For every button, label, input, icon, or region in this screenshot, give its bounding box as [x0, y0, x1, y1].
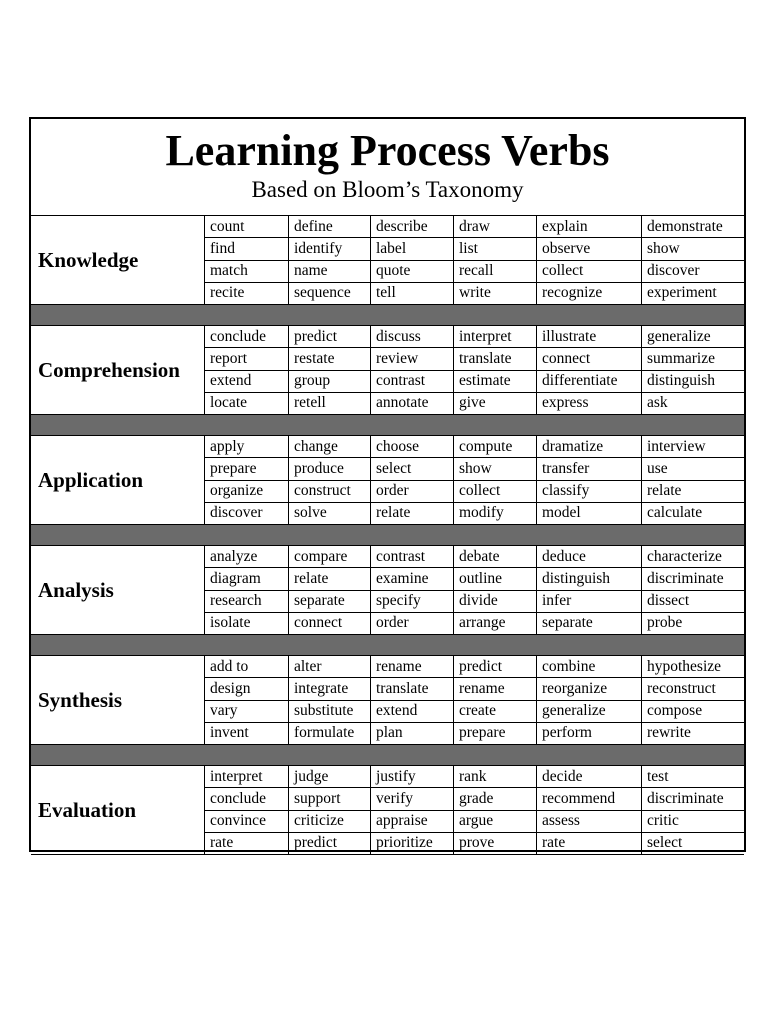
verb-cell: review — [371, 348, 454, 369]
verb-row — [205, 348, 744, 370]
category-separator — [31, 525, 744, 546]
verb-cell: add to — [205, 656, 289, 677]
verb-cell: report — [205, 348, 289, 369]
verb-cell: define — [289, 216, 371, 237]
verb-cell: retell — [289, 393, 371, 414]
verb-cell: conclude — [205, 326, 289, 347]
verb-row — [205, 546, 744, 568]
category-separator — [31, 635, 744, 656]
verb-cell: rewrite — [647, 724, 691, 742]
verb-cell: interview — [647, 437, 706, 455]
verb-cell: find — [205, 238, 289, 259]
verb-row — [205, 283, 744, 304]
verb-cell: summarize — [647, 349, 716, 367]
verb-row — [205, 503, 744, 524]
verb-row — [205, 766, 744, 788]
verb-cell: predict — [454, 656, 537, 677]
verb-cell: arrange — [454, 613, 537, 634]
verb-cell: demonstrate — [647, 217, 723, 235]
verb-row — [205, 238, 744, 260]
verb-row — [205, 678, 744, 700]
verb-cell: examine — [371, 568, 454, 589]
category-evaluation — [31, 766, 744, 855]
verb-cell: select — [371, 458, 454, 479]
sheet-header — [31, 119, 744, 216]
verb-cell: convince — [205, 811, 289, 832]
verb-cell: solve — [289, 503, 371, 524]
verb-cell: discover — [205, 503, 289, 524]
verb-cell: diagram — [205, 568, 289, 589]
category-comprehension — [31, 326, 744, 415]
verb-cell: select — [647, 834, 683, 852]
verb-cell: model — [537, 503, 642, 524]
verb-cell: order — [371, 481, 454, 502]
verb-cell: locate — [205, 393, 289, 414]
verb-cell: rename — [371, 656, 454, 677]
verb-cell: perform — [537, 723, 642, 744]
verb-cell: change — [289, 436, 371, 457]
verb-cell: formulate — [289, 723, 371, 744]
verb-cell: extend — [205, 371, 289, 392]
verb-cell: explain — [537, 216, 642, 237]
verb-cell: name — [289, 261, 371, 282]
verb-cell: reconstruct — [647, 679, 716, 697]
verb-cell: classify — [537, 481, 642, 502]
category-separator — [31, 745, 744, 766]
category-label: Analysis — [31, 546, 205, 634]
verb-cell: create — [454, 701, 537, 722]
verb-cell: rate — [205, 833, 289, 854]
verb-cell: differentiate — [537, 371, 642, 392]
verb-cell: specify — [371, 591, 454, 612]
taxonomy-table — [31, 216, 744, 855]
verb-cell: outline — [454, 568, 537, 589]
verb-cell: plan — [371, 723, 454, 744]
verb-cell: express — [537, 393, 642, 414]
verb-row — [205, 591, 744, 613]
verb-cell: decide — [537, 766, 642, 787]
verb-row — [205, 216, 744, 238]
verb-cell: construct — [289, 481, 371, 502]
verb-cell: discover — [647, 262, 700, 280]
verb-cell: separate — [289, 591, 371, 612]
verb-cell: research — [205, 591, 289, 612]
category-knowledge — [31, 216, 744, 305]
verb-cell: analyze — [205, 546, 289, 567]
verb-cell: appraise — [371, 811, 454, 832]
verb-cell: use — [647, 459, 668, 477]
verb-cell: probe — [647, 614, 683, 632]
verb-cell: interpret — [454, 326, 537, 347]
verb-cell: conclude — [205, 788, 289, 809]
verb-cell: debate — [454, 546, 537, 567]
verb-row — [205, 261, 744, 283]
verb-cell: choose — [371, 436, 454, 457]
verbs-sheet — [29, 117, 746, 852]
verb-cell: combine — [537, 656, 642, 677]
verb-cell: connect — [289, 613, 371, 634]
verb-cell: integrate — [289, 678, 371, 699]
verb-cell: assess — [537, 811, 642, 832]
verb-cell: produce — [289, 458, 371, 479]
verb-cell: sequence — [289, 283, 371, 304]
verb-row — [205, 723, 744, 744]
verb-cell: dissect — [647, 592, 690, 610]
verb-cell: recommend — [537, 788, 642, 809]
verb-cell: observe — [537, 238, 642, 259]
verb-cell: support — [289, 788, 371, 809]
verb-cell: apply — [205, 436, 289, 457]
verb-cell: separate — [537, 613, 642, 634]
category-analysis — [31, 546, 744, 635]
verb-cell: relate — [289, 568, 371, 589]
verb-cell: describe — [371, 216, 454, 237]
verb-cell: modify — [454, 503, 537, 524]
verb-cell: connect — [537, 348, 642, 369]
verb-cell: list — [454, 238, 537, 259]
verb-cell: predict — [289, 326, 371, 347]
verb-cell: prepare — [205, 458, 289, 479]
verb-cell: relate — [647, 482, 682, 500]
verb-cell: discriminate — [647, 789, 724, 807]
verb-cell: dramatize — [537, 436, 642, 457]
verb-cell: relate — [371, 503, 454, 524]
verb-cell: isolate — [205, 613, 289, 634]
verb-cell: justify — [371, 766, 454, 787]
verb-cell: give — [454, 393, 537, 414]
verb-cell: label — [371, 238, 454, 259]
category-application — [31, 436, 744, 525]
verb-cell: collect — [537, 261, 642, 282]
verb-cell: characterize — [647, 547, 722, 565]
verb-grid — [205, 546, 744, 634]
verb-cell: generalize — [537, 701, 642, 722]
verb-row — [205, 833, 744, 854]
verb-cell: translate — [454, 348, 537, 369]
verb-cell: show — [454, 458, 537, 479]
verb-row — [205, 393, 744, 414]
verb-cell: discuss — [371, 326, 454, 347]
verb-grid — [205, 326, 744, 414]
verb-cell: substitute — [289, 701, 371, 722]
verb-cell: prove — [454, 833, 537, 854]
verb-cell: verify — [371, 788, 454, 809]
verb-row — [205, 568, 744, 590]
verb-cell: generalize — [647, 327, 711, 345]
verb-cell: predict — [289, 833, 371, 854]
verb-cell: recall — [454, 261, 537, 282]
verb-cell: count — [205, 216, 289, 237]
verb-cell: estimate — [454, 371, 537, 392]
verb-cell: infer — [537, 591, 642, 612]
verb-cell: design — [205, 678, 289, 699]
verb-row — [205, 326, 744, 348]
verb-row — [205, 811, 744, 833]
verb-cell: show — [647, 239, 680, 257]
verb-row — [205, 656, 744, 678]
category-synthesis — [31, 656, 744, 745]
verb-cell: interpret — [205, 766, 289, 787]
verb-cell: discriminate — [647, 569, 724, 587]
verb-cell: group — [289, 371, 371, 392]
verb-cell: prioritize — [371, 833, 454, 854]
verb-cell: organize — [205, 481, 289, 502]
verb-row — [205, 371, 744, 393]
category-label: Synthesis — [31, 656, 205, 744]
verb-cell: draw — [454, 216, 537, 237]
verb-cell: recite — [205, 283, 289, 304]
verb-row — [205, 613, 744, 634]
verb-cell: recognize — [537, 283, 642, 304]
verb-cell: identify — [289, 238, 371, 259]
verb-cell: alter — [289, 656, 371, 677]
verb-cell: argue — [454, 811, 537, 832]
verb-cell: compose — [647, 702, 703, 720]
verb-grid — [205, 766, 744, 854]
verb-row — [205, 436, 744, 458]
verb-row — [205, 458, 744, 480]
category-separator — [31, 305, 744, 326]
verb-cell: collect — [454, 481, 537, 502]
verb-cell: restate — [289, 348, 371, 369]
category-label: Comprehension — [31, 326, 205, 414]
verb-cell: distinguish — [647, 372, 716, 390]
verb-cell: criticize — [289, 811, 371, 832]
verb-cell: rename — [454, 678, 537, 699]
verb-cell: compare — [289, 546, 371, 567]
category-separator — [31, 415, 744, 436]
verb-cell: order — [371, 613, 454, 634]
verb-cell: translate — [371, 678, 454, 699]
verb-cell: vary — [205, 701, 289, 722]
verb-cell: invent — [205, 723, 289, 744]
category-label: Evaluation — [31, 766, 205, 854]
verb-cell: match — [205, 261, 289, 282]
page-title: Learning Process Verbs — [165, 126, 610, 175]
verb-cell: quote — [371, 261, 454, 282]
verb-cell: ask — [647, 394, 668, 412]
verb-row — [205, 788, 744, 810]
verb-cell: extend — [371, 701, 454, 722]
verb-cell: test — [647, 767, 669, 785]
verb-cell: hypothesize — [647, 657, 722, 675]
verb-cell: write — [454, 283, 537, 304]
category-label: Knowledge — [31, 216, 205, 304]
verb-cell: judge — [289, 766, 371, 787]
verb-cell: illustrate — [537, 326, 642, 347]
verb-cell: rank — [454, 766, 537, 787]
verb-cell: experiment — [647, 284, 717, 302]
verb-cell: annotate — [371, 393, 454, 414]
verb-grid — [205, 436, 744, 524]
verb-cell: contrast — [371, 371, 454, 392]
verb-cell: grade — [454, 788, 537, 809]
verb-row — [205, 701, 744, 723]
verb-cell: tell — [371, 283, 454, 304]
verb-cell: distinguish — [537, 568, 642, 589]
page-subtitle: Based on Bloom’s Taxonomy — [251, 177, 524, 202]
category-label: Application — [31, 436, 205, 524]
verb-cell: divide — [454, 591, 537, 612]
verb-row — [205, 481, 744, 503]
verb-cell: rate — [537, 833, 642, 854]
verb-cell: prepare — [454, 723, 537, 744]
verb-cell: calculate — [647, 504, 703, 522]
verb-cell: reorganize — [537, 678, 642, 699]
verb-cell: critic — [647, 812, 679, 830]
verb-cell: transfer — [537, 458, 642, 479]
verb-grid — [205, 216, 744, 304]
verb-grid — [205, 656, 744, 744]
verb-cell: deduce — [537, 546, 642, 567]
verb-cell: compute — [454, 436, 537, 457]
verb-cell: contrast — [371, 546, 454, 567]
